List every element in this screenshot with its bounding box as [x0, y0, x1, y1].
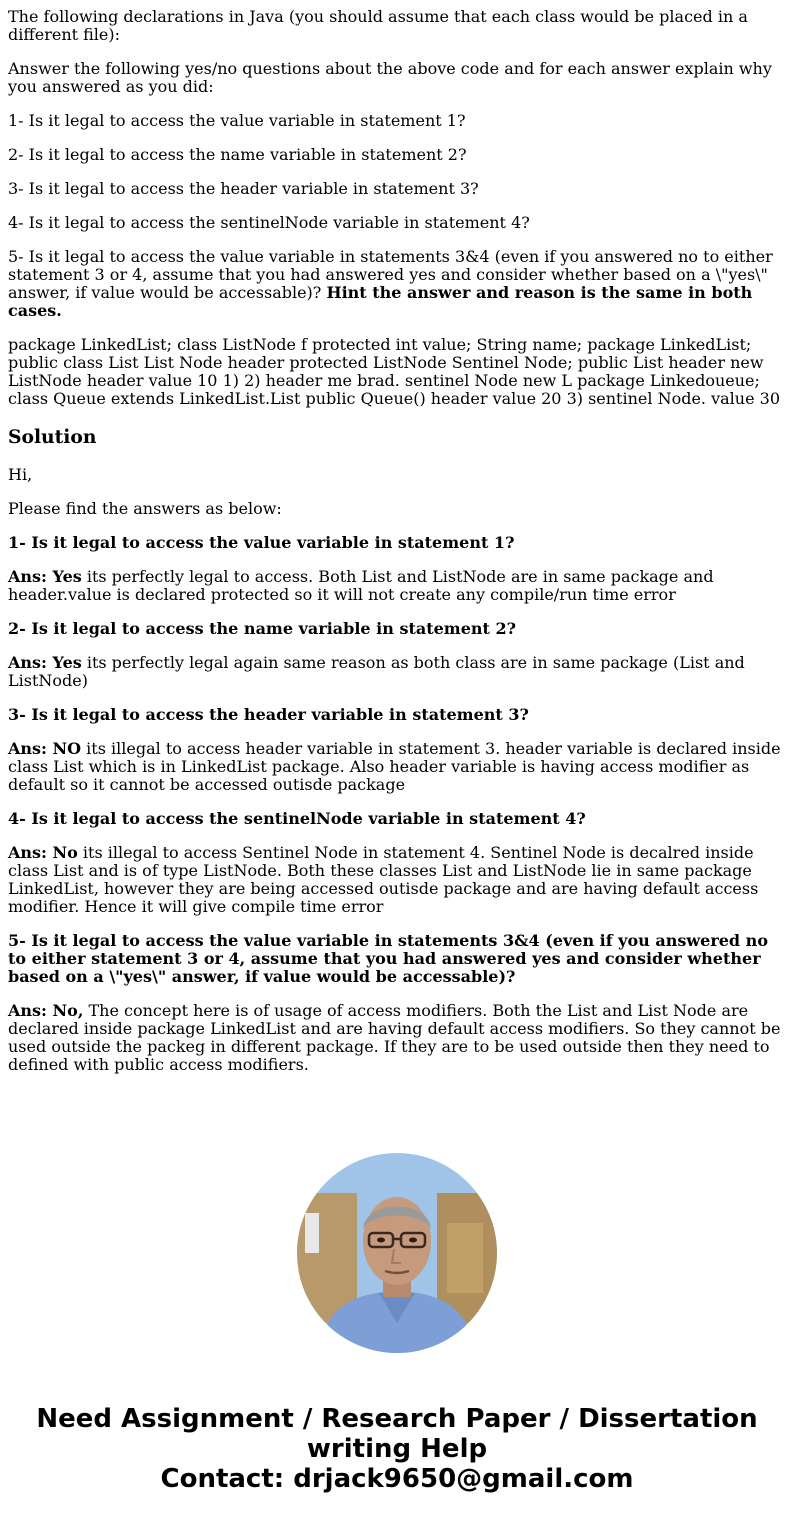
answer-text: its illegal to access Sentinel Node in statement 4. Sentinel Node is decalred inside class List and is of type ListNode. Both these classes List and ListNode lie in same package LinkedList, however they are being accessed outisde package and are having default access modifier. Hence it will give compile time error: [8, 843, 759, 916]
solution-question-5: 5- Is it legal to access the value variable in statements 3&4 (even if you answered no to either statement 3 or 4, assume that you had answered yes and consider whether based on a \"yes\" answer, if value would be accessable)?: [8, 931, 768, 986]
solution-answer-1: [8, 568, 786, 604]
question-5-hint: Hint the answer and reason is the same in both cases.: [8, 283, 753, 320]
question-5-text: 5- Is it legal to access the value variable in statements 3&4 (even if you answered no to either statement 3 or 4, assume that you had answered yes and consider whether based on a \"yes\" answer, if value would be accessable)?: [8, 247, 773, 302]
footer-contact: Contact: drjack9650@gmail.com: [160, 1464, 634, 1494]
solution-answer-2: [8, 654, 786, 690]
answer-label: Ans: No: [8, 843, 78, 862]
author-photo: [297, 1153, 497, 1353]
answer-label: Ans: Yes: [8, 653, 82, 672]
solution-question-3: 3- Is it legal to access the header variable in statement 3?: [8, 705, 529, 724]
question-4: 4- Is it legal to access the sentinelNode variable in statement 4?: [8, 213, 530, 232]
code-text: package LinkedList; class ListNode f protected int value; String name; package LinkedList; public class List List Node header protected ListNode Sentinel Node; public List header new ListNode header value 10 1) 2) header me brad. sentinel Node new L package Linkedoueue; class Queue extends LinkedList.List public Queue() header value 20 3) sentinel Node. value 30: [8, 335, 781, 408]
solution-question-1: 1- Is it legal to access the value variable in statement 1?: [8, 533, 515, 552]
footer-banner: [0, 1404, 794, 1494]
solution-greeting: Hi,: [8, 465, 33, 484]
answer-text: its illegal to access header variable in statement 3. header variable is declared inside class List which is in LinkedList package. Also header variable is having access modifier as default so it cannot be accessed outisde package: [8, 739, 781, 794]
solution-heading: Solution: [8, 426, 97, 448]
footer-line-2: writing Help: [306, 1434, 488, 1464]
answer-label: Ans: Yes: [8, 567, 82, 586]
question-1: 1- Is it legal to access the value variable in statement 1?: [8, 111, 466, 130]
solution-answer-3: [8, 740, 786, 794]
answer-text: its perfectly legal to access. Both List and ListNode are in same package and header.value is declared protected so it will not create any compile/run time error: [8, 567, 714, 604]
question-3: 3- Is it legal to access the header variable in statement 3?: [8, 179, 479, 198]
solution-answer-4: [8, 844, 786, 916]
answer-text: The concept here is of usage of access modifiers. Both the List and List Node are declared inside package LinkedList and are having default access modifiers. So they cannot be used outside the packeg in different package. If they are to be used outside then they need to defined with public access modifiers.: [8, 1001, 781, 1074]
solution-question-4: 4- Is it legal to access the sentinelNode variable in statement 4?: [8, 809, 586, 828]
answer-text: its perfectly legal again same reason as both class are in same package (List and ListNode): [8, 653, 745, 690]
document-body: [8, 0, 786, 1090]
solution-question-2: 2- Is it legal to access the name variable in statement 2?: [8, 619, 516, 638]
question-intro: The following declarations in Java (you should assume that each class would be placed in a different file):: [8, 7, 748, 44]
answer-label: Ans: NO: [8, 739, 82, 758]
solution-lead: Please find the answers as below:: [8, 499, 282, 518]
question-instruction: Answer the following yes/no questions about the above code and for each answer explain why you answered as you did:: [8, 59, 772, 96]
footer-line-1: Need Assignment / Research Paper / Dissertation: [36, 1404, 758, 1434]
solution-answer-5: [8, 1002, 786, 1074]
answer-label: Ans: No,: [8, 1001, 84, 1020]
portrait-illustration: [297, 1153, 497, 1353]
question-2: 2- Is it legal to access the name variable in statement 2?: [8, 145, 467, 164]
question-5: [8, 248, 786, 320]
